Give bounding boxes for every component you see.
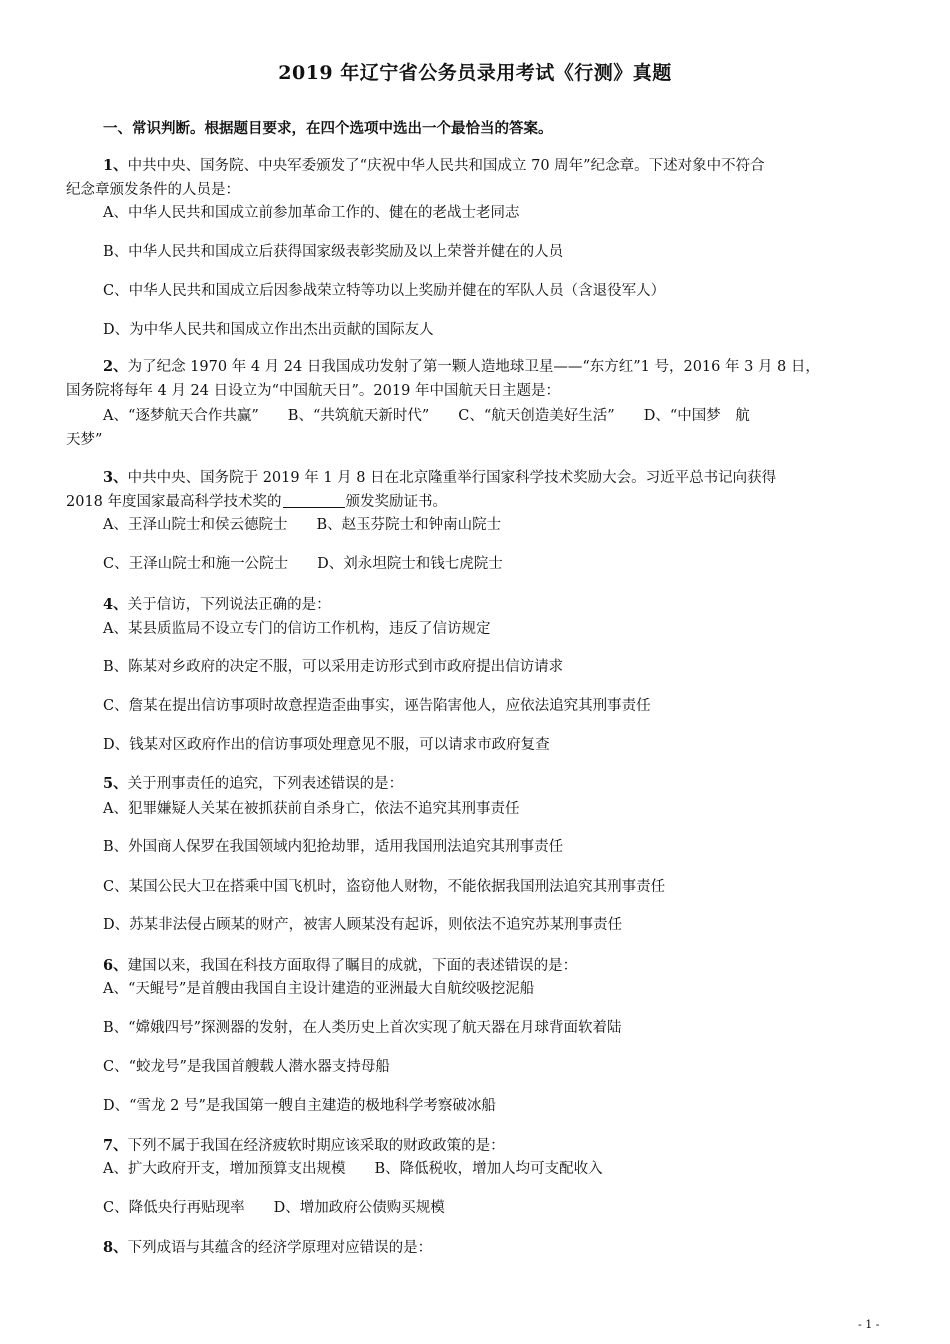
- question-4-number: 4、: [103, 596, 128, 613]
- question-5-stem-text: 关于刑事责任的追究，下列表述错误的是：: [127, 776, 404, 792]
- question-3-options-ab: A、王泽山院士和侯云德院士 B、赵玉芬院士和钟南山院士: [103, 517, 502, 533]
- question-5-option-c: C、某国公民大卫在搭乘中国飞机时，盗窃他人财物，不能依据我国刑法追究其刑事责任: [103, 879, 666, 895]
- question-5-stem: [103, 774, 403, 794]
- question-3-number: 3、: [103, 469, 128, 486]
- question-4-stem: [103, 595, 331, 615]
- question-2-number: 2、: [103, 358, 128, 375]
- question-4-option-d: D、钱某对区政府作出的信访事项处理意见不服，可以请求市政府复查: [103, 737, 550, 753]
- question-3-stem-line2: [66, 492, 447, 512]
- question-3-stem-text: 中共中央、国务院于 2019 年 1 月 8 日在北京隆重举行国家科学技术奖励大会。习近平总书记向获得: [127, 470, 777, 486]
- question-8-number: 8、: [103, 1239, 128, 1256]
- question-6-number: 6、: [103, 957, 128, 974]
- question-1-stem-line2: 纪念章颁发条件的人员是：: [66, 182, 240, 198]
- question-1-option-a: A、中华人民共和国成立前参加革命工作的、健在的老战士老同志: [103, 205, 520, 221]
- question-2-stem-text: 为了纪念 1970 年 4 月 24 日我国成功发射了第一颗人造地球卫星——“东方红”1 号，2016 年 3 月 8 日，: [127, 359, 820, 375]
- question-4-option-a: A、某县质监局不设立专门的信访工作机构，违反了信访规定: [103, 621, 491, 637]
- section-heading: 一、常识判断。根据题目要求，在四个选项中选出一个最恰当的答案。: [103, 120, 553, 137]
- question-2-stem-line2: 国务院将每年 4 月 24 日设立为“中国航天日”。2019 年中国航天日主题是：: [66, 383, 560, 399]
- question-3-stem-part-a: 2018 年度国家最高科学技术奖的: [66, 494, 282, 510]
- question-5-option-b: B、外国商人保罗在我国领域内犯抢劫罪，适用我国刑法追究其刑事责任: [103, 839, 564, 855]
- question-3-stem-line1: [103, 468, 776, 488]
- page-number: - 1 -: [858, 1318, 880, 1331]
- question-5-option-a: A、犯罪嫌疑人关某在被抓获前自杀身亡，依法不追究其刑事责任: [103, 801, 520, 817]
- question-6-stem-text: 建国以来，我国在科技方面取得了瞩目的成就，下面的表述错误的是：: [127, 958, 578, 974]
- question-4-option-c: C、詹某在提出信访事项时故意捏造歪曲事实，诬告陷害他人，应依法追究其刑事责任: [103, 698, 651, 714]
- question-1-stem-text: 中共中央、国务院、中央军委颁发了“庆祝中华人民共和国成立 70 周年”纪念章。下述对象中不符合: [127, 158, 765, 174]
- question-4-option-b: B、陈某对乡政府的决定不服，可以采用走访形式到市政府提出信访请求: [103, 659, 564, 675]
- question-7-options-cd: C、降低央行再贴现率 D、增加政府公债购买规模: [103, 1200, 445, 1216]
- question-6-option-a: A、“天鲲号”是首艘由我国自主设计建造的亚洲最大自航绞吸挖泥船: [103, 981, 535, 997]
- question-1-option-b: B、中华人民共和国成立后获得国家级表彰奖励及以上荣誉并健在的人员: [103, 244, 564, 260]
- question-1-number: 1、: [103, 157, 128, 174]
- question-6-stem: [103, 956, 577, 976]
- question-4-stem-text: 关于信访，下列说法正确的是：: [127, 597, 331, 613]
- question-7-stem: [103, 1136, 505, 1156]
- question-3-options-cd: C、王泽山院士和施一公院士 D、刘永坦院士和钱七虎院士: [103, 556, 503, 572]
- answer-blank: [283, 493, 345, 508]
- question-2-options-line2: 天梦”: [66, 432, 103, 448]
- question-1-option-c: C、中华人民共和国成立后因参战荣立特等功以上奖励并健在的军队人员（含退役军人）: [103, 283, 666, 299]
- question-7-number: 7、: [103, 1137, 128, 1154]
- question-6-option-d: D、“雪龙 2 号”是我国第一艘自主建造的极地科学考察破冰船: [103, 1098, 496, 1114]
- question-6-option-b: B、“嫦娥四号”探测器的发射，在人类历史上首次实现了航天器在月球背面软着陆: [103, 1020, 622, 1036]
- question-2-stem-line1: [103, 357, 820, 377]
- question-8-stem-text: 下列成语与其蕴含的经济学原理对应错误的是：: [127, 1240, 433, 1256]
- question-6-option-c: C、“蛟龙号”是我国首艘载人潜水器支持母船: [103, 1059, 390, 1075]
- question-5-option-d: D、苏某非法侵占顾某的财产，被害人顾某没有起诉，则依法不追究苏某刑事责任: [103, 917, 623, 933]
- question-2-options-line1: A、“逐梦航天合作共赢” B、“共筑航天新时代” C、“航天创造美好生活” D、“中国梦 航: [103, 408, 750, 424]
- question-1-stem-line1: [103, 156, 765, 176]
- question-8-stem: [103, 1238, 432, 1258]
- question-1-option-d: D、为中华人民共和国成立作出杰出贡献的国际友人: [103, 322, 434, 338]
- question-7-stem-text: 下列不属于我国在经济疲软时期应该采取的财政政策的是：: [127, 1138, 505, 1154]
- question-7-options-ab: A、扩大政府开支，增加预算支出规模 B、降低税收，增加人均可支配收入: [103, 1161, 603, 1177]
- question-5-number: 5、: [103, 775, 128, 792]
- question-3-stem-part-b: 颁发奖励证书。: [345, 494, 448, 510]
- document-title: 2019 年辽宁省公务员录用考试《行测》真题: [278, 62, 672, 84]
